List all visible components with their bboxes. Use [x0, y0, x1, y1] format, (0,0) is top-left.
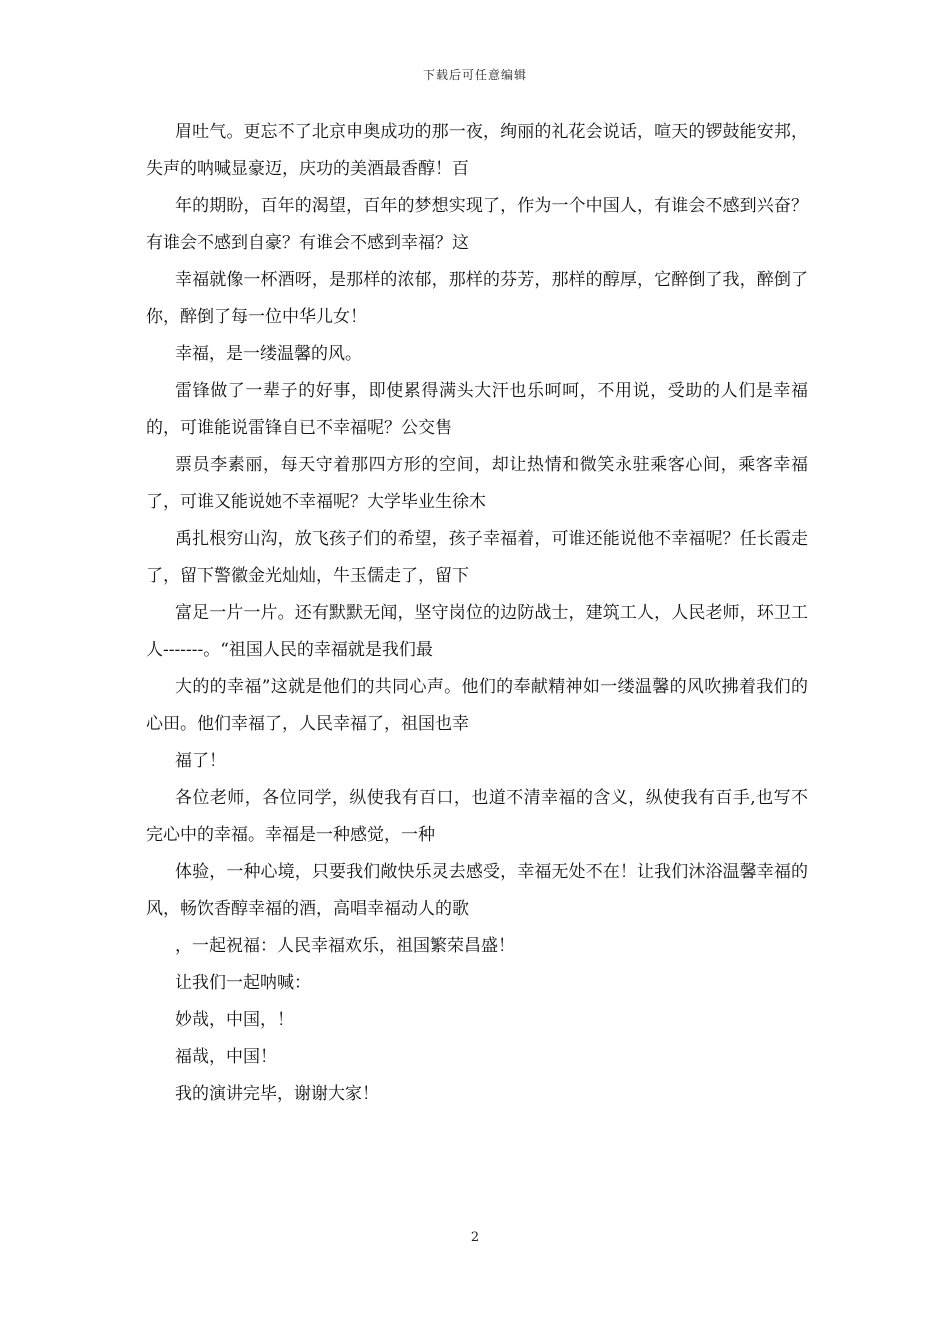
paragraph: 富足一片一片。还有默默无闻，坚守岗位的边防战士，建筑工人，人民老师，环卫工人-------。“祖国人民的幸福就是我们最 — [146, 603, 808, 660]
paragraph: 妙哉，中国，！ — [175, 1010, 294, 1030]
paragraph: 幸福就像一杯酒呀，是那样的浓郁，那样的芬芳，那样的醇厚，它醉倒了我，醉倒了你，醉倒了每一位中华儿女！ — [146, 270, 808, 327]
paragraph: 年的期盼，百年的渴望，百年的梦想实现了，作为一个中国人，有谁会不感到兴奋？有谁会不感到自豪？有谁会不感到幸福？这 — [146, 196, 808, 253]
paragraph: 眉吐气。更忘不了北京申奥成功的那一夜，绚丽的礼花会说话，喧天的锣鼓能安邦，失声的呐喊显豪迈，庆功的美酒最香醇！百 — [146, 122, 808, 179]
paragraph: 票员李素丽，每天守着那四方形的空间，却让热情和微笑永驻乘客心间，乘客幸福了，可谁又能说她不幸福呢？大学毕业生徐木 — [146, 455, 808, 512]
paragraph: 让我们一起呐喊： — [175, 973, 311, 993]
page-number: 2 — [470, 1230, 480, 1245]
paragraph: ，一起祝福：人民幸福欢乐，祖国繁荣昌盛！ — [175, 936, 515, 956]
paragraph: 各位老师，各位同学，纵使我有百口，也道不清幸福的含义，纵使我有百手,也写不完心中的幸福。幸福是一种感觉，一种 — [146, 788, 808, 845]
paragraph: 福了！ — [175, 751, 226, 771]
paragraph: 我的演讲完毕，谢谢大家！ — [175, 1084, 379, 1104]
paragraph: 禹扎根穷山沟，放飞孩子们的希望，孩子幸福着，可谁还能说他不幸福呢？任长霞走了，留下警徽金光灿灿，牛玉儒走了，留下 — [146, 529, 808, 586]
paragraph: 体验，一种心境，只要我们敞快乐灵去感受，幸福无处不在！让我们沐浴温馨幸福的风，畅饮香醇幸福的酒，高唱幸福动人的歌 — [146, 862, 808, 919]
paragraph: 雷锋做了一辈子的好事，即使累得满头大汗也乐呵呵，不用说，受助的人们是幸福的，可谁能说雷锋自已不幸福呢？公交售 — [146, 381, 808, 438]
paragraph: 福哉，中国！ — [175, 1047, 277, 1067]
paragraph: 大的的幸福”这就是他们的共同心声。他们的奉献精神如一缕温馨的风吹拂着我们的心田。他们幸福了，人民幸福了，祖国也幸 — [146, 677, 808, 734]
page-header: 下载后可任意编辑 — [422, 68, 527, 82]
document-body — [146, 114, 808, 1113]
paragraph: 幸福，是一缕温馨的风。 — [175, 344, 362, 364]
